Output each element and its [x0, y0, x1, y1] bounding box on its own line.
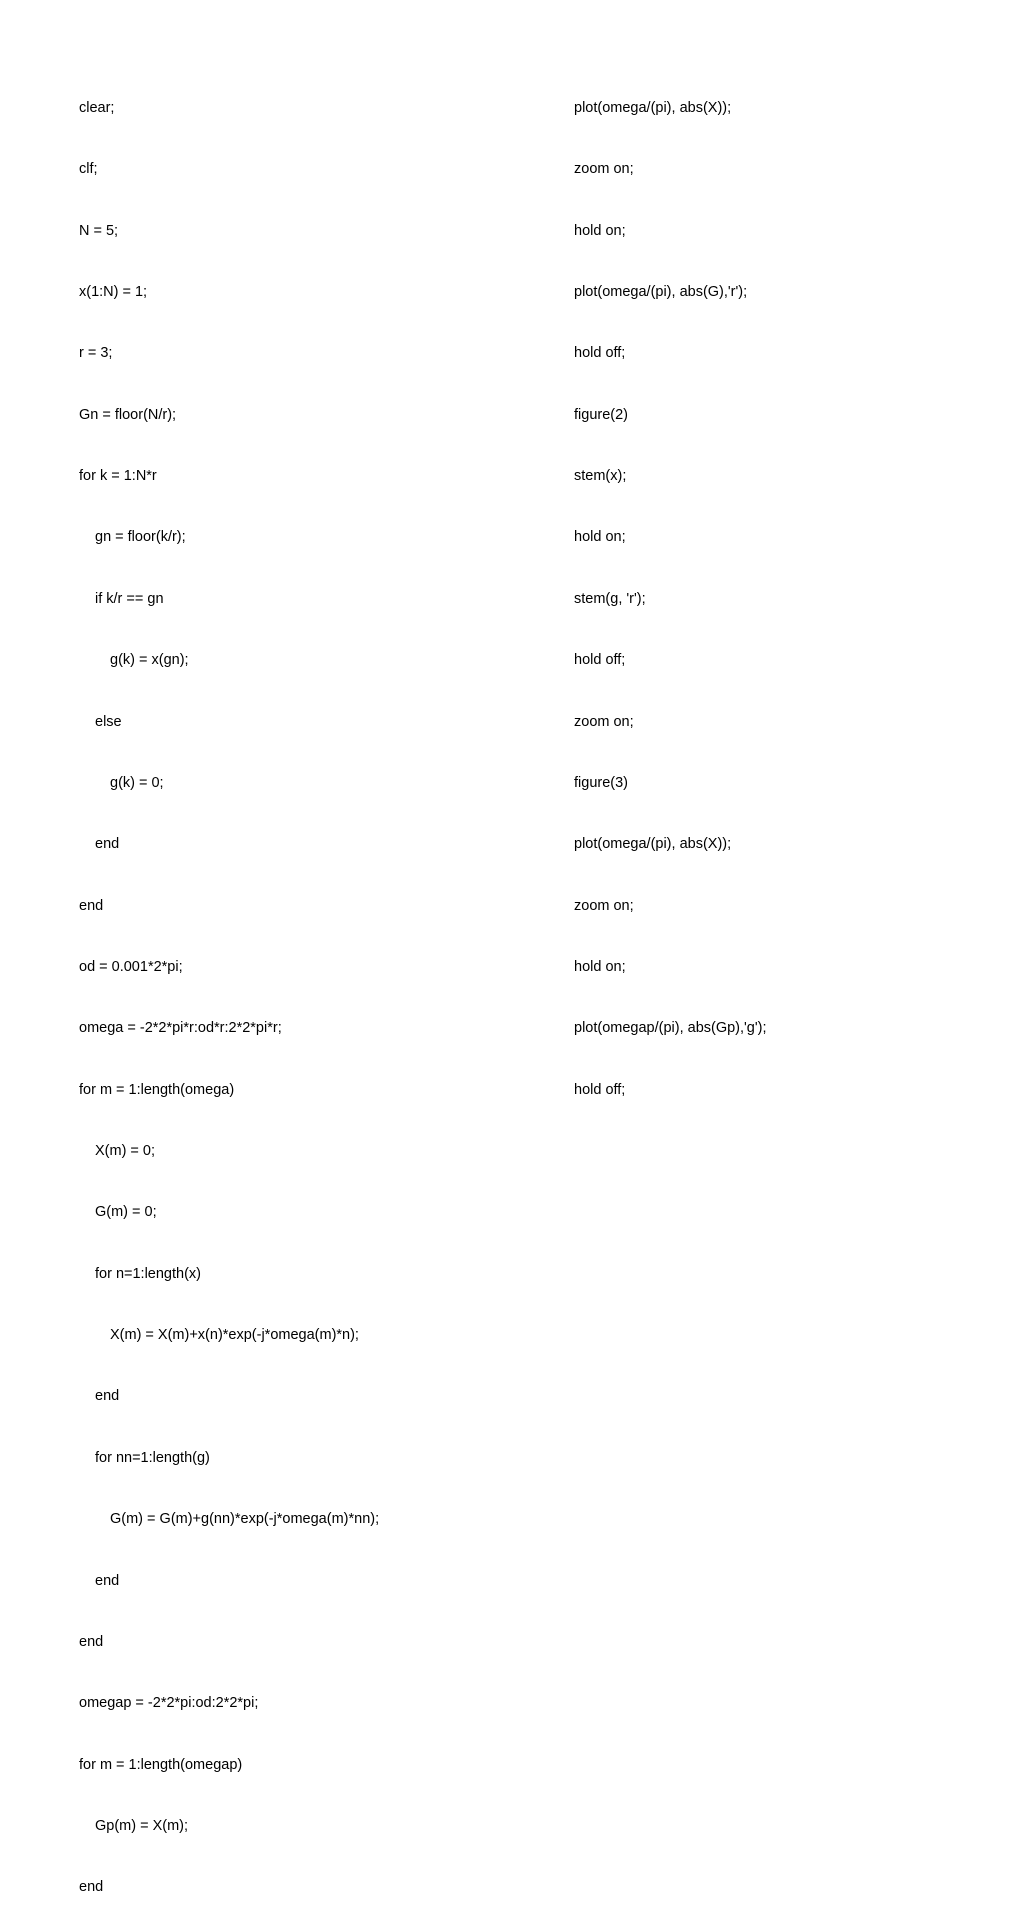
code-line: end — [79, 1879, 104, 1896]
code-line: g(k) = x(gn); — [110, 652, 189, 669]
code-line: zoom on; — [574, 161, 634, 178]
code-line: omega = -2*2*pi*r:od*r:2*2*pi*r; — [79, 1020, 282, 1037]
code-line: figure(3) — [574, 774, 628, 791]
code-line: end — [79, 1633, 104, 1650]
code-line: end — [79, 897, 104, 914]
code-line: hold off; — [574, 345, 626, 362]
code-line: for m = 1:length(omegap) — [79, 1756, 243, 1773]
code-line: hold on; — [574, 958, 626, 975]
code-line: G(m) = 0; — [95, 1204, 157, 1221]
code-line: plot(omega/(pi), abs(X)); — [574, 99, 732, 116]
code-line: for m = 1:length(omega) — [79, 1081, 235, 1098]
code-line: omegap = -2*2*pi:od:2*2*pi; — [79, 1695, 259, 1712]
code-column-right — [574, 57, 767, 1121]
code-line: if k/r == gn — [95, 590, 164, 607]
code-line: Gp(m) = X(m); — [95, 1817, 189, 1834]
code-line: for nn=1:length(g) — [95, 1449, 210, 1466]
code-line: x(1:N) = 1; — [79, 283, 148, 300]
code-line: end — [95, 1572, 120, 1589]
code-line: figure(2) — [574, 406, 628, 423]
code-line: end — [95, 1388, 120, 1405]
code-line: else — [95, 713, 122, 730]
code-line: hold on; — [574, 529, 626, 546]
code-line: Gn = floor(N/r); — [79, 406, 177, 423]
code-line: zoom on; — [574, 713, 634, 730]
code-line: gn = floor(k/r); — [95, 529, 186, 546]
code-line: clf; — [79, 161, 98, 178]
code-line: for k = 1:N*r — [79, 468, 157, 485]
code-line: plot(omega/(pi), abs(G),'r'); — [574, 283, 748, 300]
code-line: zoom on; — [574, 897, 634, 914]
code-line: X(m) = 0; — [95, 1143, 156, 1160]
code-line: N = 5; — [79, 222, 119, 239]
code-line: end — [95, 836, 120, 853]
code-line: hold on; — [574, 222, 626, 239]
code-line: for n=1:length(x) — [95, 1265, 201, 1282]
code-line: plot(omega/(pi), abs(X)); — [574, 836, 732, 853]
code-line: clear; — [79, 99, 115, 116]
code-line: stem(g, 'r'); — [574, 590, 646, 607]
code-line: hold off; — [574, 652, 626, 669]
code-line: stem(x); — [574, 468, 627, 485]
code-line: r = 3; — [79, 345, 113, 362]
code-line: G(m) = G(m)+g(nn)*exp(-j*omega(m)*nn); — [110, 1511, 380, 1528]
code-line: g(k) = 0; — [110, 774, 164, 791]
code-column-left — [79, 57, 379, 1918]
code-line: plot(omegap/(pi), abs(Gp),'g'); — [574, 1020, 767, 1037]
code-line: od = 0.001*2*pi; — [79, 958, 183, 975]
code-line: hold off; — [574, 1081, 626, 1098]
code-line: X(m) = X(m)+x(n)*exp(-j*omega(m)*n); — [110, 1327, 359, 1344]
